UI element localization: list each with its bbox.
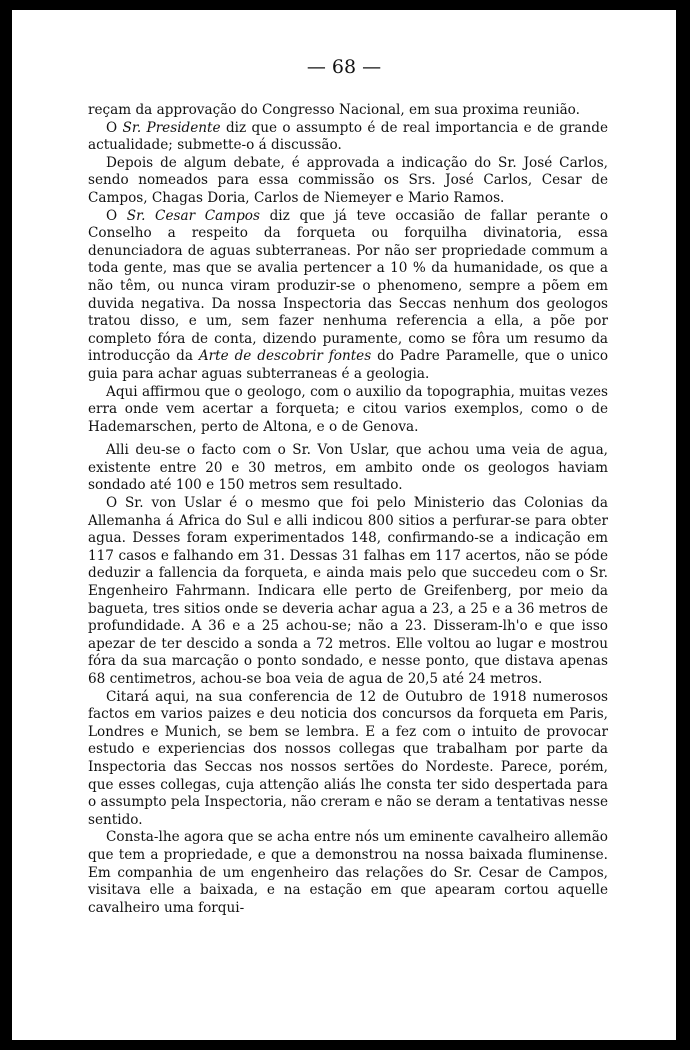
body-text — [88, 102, 608, 917]
paragraph: reçam da approvação do Congresso Nacional, em sua proxima reunião. — [88, 102, 580, 118]
page-number: — 68 — — [306, 56, 382, 78]
paragraph: Consta-lhe agora que se acha entre nós um eminente cavalheiro allemão que tem a propriedade, e que a demonstrou na nossa baixada fluminense. Em companhia de um engenheiro das relações do Sr. Cesar de Campos, visitava elle a baixada, e na estação em que apearam cortou aquelle cavalheiro uma forqui- — [88, 829, 608, 916]
text-run: do Padre Paramelle, que o unico guia para achar aguas subterraneas é a geologia. — [88, 348, 609, 382]
paragraph — [88, 120, 608, 155]
emphasized-text: Sr. Cesar Campos — [126, 207, 260, 224]
emphasized-text: Sr. Presidente — [122, 119, 221, 136]
paragraph: O Sr. von Uslar é o mesmo que foi pelo Ministerio das Colonias da Allemanha á Africa do Sul e alli indicou 800 sitios a perfurar-se para obter agua. Desses foram experimentados 148, confirmando-se a indicação em 117 casos e falhando em 31. Dessas 31 falhas em 117 acertos, não se póde deduzir a fallencia da forqueta, e ainda mais pelo que succedeu com o Sr. Engenheiro Fahrmann. Indicara elle perto de Greifenberg, por meio da bagueta, tres sitios onde se deveria achar agua a 23, a 25 e a 36 metros de profundidade. A 36 e a 25 achou-se; não a 23. Disseram-lh'o e que isso apezar de ter descido a sonda a 72 metros. Elle voltou ao lugar e mostrou fóra da sua marcação o ponto sondado, e nesse ponto, que distava apenas 68 centimetros, achou-se boa veia de agua de 20,5 até 24 metros. — [88, 495, 608, 687]
text-run: diz que o assumpto é de real importancia e de grande actualidade; submette-o á discussão. — [88, 119, 609, 154]
paragraph — [88, 208, 608, 384]
paragraph: Citará aqui, na sua conferencia de 12 de Outubro de 1918 numerosos factos em varios paizes e deu noticia dos concursos da forqueta em Paris, Londres e Munich, se bem se lembra. E a fez com o intuito de provocar estudo e experiencias dos nossos collegas que trabalham por parte da Inspectoria das Seccas nos nossos sertões do Nordeste. Parece, porém, que esses collegas, cuja attenção aliás lhe consta ter sido despertada para o assumpto pela Inspectoria, não creram e não se deram a tentativas nesse sentido. — [88, 688, 609, 828]
paragraph: Depois de algum debate, é approvada a indicação do Sr. José Carlos, sendo nomeados para essa commissão os Srs. José Carlos, Cesar de Campos, Chagas Doria, Carlos de Niemeyer e Mario Ramos. — [88, 154, 608, 206]
text-run: diz que já teve occasião de fallar perante o Conselho a respeito da forqueta ou forquilha divinatoria, essa denunciadora de aguas subterraneas. Por não ser propriedade commum a toda gente, mas que se avalia pertencer a 10 % da humanidade, os que a não têm, ou nunca viram produzir-se o phenomeno, sempre a põem em duvida negativa. Da nossa Inspectoria das Seccas nenhum dos geologos tratou disso, e um, sem fazer nenhuma referencia a ella, a põe por completo fóra de conta, dizendo puramente, como se fôra um resumo da introducção da — [88, 207, 609, 365]
paragraph: Alli deu-se o facto com o Sr. Von Uslar, que achou uma veia de agua, existente entre 20 e 30 metros, em ambito onde os geologos haviam sondado até 100 e 150 metros sem resultado. — [88, 442, 608, 494]
text-run: O — [106, 119, 123, 136]
document-page — [12, 10, 676, 1040]
emphasized-text: Arte de descobrir fontes — [198, 348, 372, 365]
paragraph: Aqui affirmou que o geologo, com o auxilio da topographia, muitas vezes erra onde vem acertar a forqueta; e citou varios exemplos, como o de Hademarschen, perto de Altona, e o de Genova. — [88, 383, 608, 435]
text-run: O — [106, 207, 127, 224]
